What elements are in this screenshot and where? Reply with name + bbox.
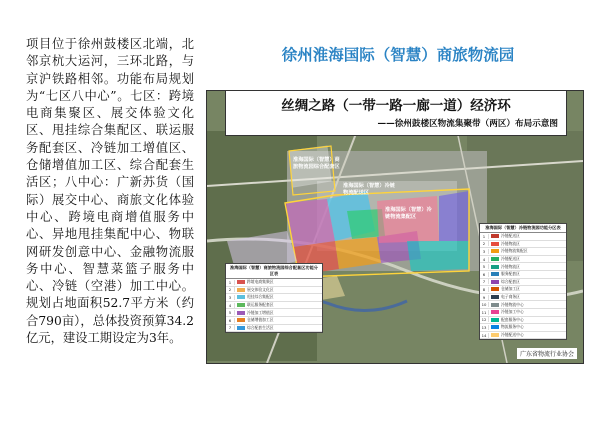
association-credit: 广东省物流行业协会: [517, 348, 577, 359]
legend-left-row-label: 联运服务配套区: [247, 302, 274, 308]
legend-right-row-swatch: [491, 242, 499, 246]
project-description: 项目位于徐州鼓楼区北端，北邻京杭大运河，三环北路，与京沪铁路相邻。功能布局规划为“七区八中心”。七区：跨境电商集聚区、展交体验文化区、甩挂综合集配区、联运服务配套区、冷链加工增值区、仓储增值加工区、综合配套生活区；八中心：广新苏货（国际）展交中心、商旅文化体验中心、跨境电商增值服务中心、异地甩挂集配中心、物联网研发创意中心、金融物流服务中心、智慧菜篮子服务中心、冷链（空港）加工中心。规划占地面积52.7平方米（约合790亩），总体投资预算34.2亿元，建设工期设定为3年。: [26, 37, 194, 346]
legend-left-row-number: 5: [226, 310, 235, 315]
legend-right-row-number: 11: [480, 310, 489, 315]
map-title: 丝绸之路（一带一路一廊一道）经济环: [281, 98, 511, 114]
legend-right-row-number: 10: [480, 302, 489, 307]
legend-right-row-swatch: [491, 310, 499, 314]
legend-right-row: [480, 256, 566, 264]
legend-right-row-label: 电子商务区: [501, 294, 520, 300]
legend-right-row-number: 8: [480, 287, 489, 292]
legend-right-row: [480, 271, 566, 279]
legend-right-row-swatch: [491, 234, 499, 238]
legend-right-row-label: 配套服务中心: [501, 316, 524, 322]
legend-right-row-number: 12: [480, 317, 489, 322]
legend-right-row-number: 14: [480, 333, 489, 338]
legend-right-row-number: 3: [480, 249, 489, 254]
legend-right-row-swatch: [491, 325, 499, 329]
legend-right-row-label: 冷链物流集配区: [501, 248, 528, 254]
legend-right-row-swatch: [491, 318, 499, 322]
legend-right-row-swatch: [491, 333, 499, 337]
legend-left-row-label: 冷链加工增值区: [247, 309, 274, 315]
slide-title: 徐州淮海国际（智慧）商旅物流园: [281, 46, 515, 64]
legend-left-row-number: 2: [226, 287, 235, 292]
legend-right-row-number: 13: [480, 325, 489, 330]
legend-left-row-number: 7: [226, 325, 235, 330]
legend-right-row: [480, 324, 566, 332]
legend-right-row-number: 7: [480, 279, 489, 284]
legend-right-row-swatch: [491, 249, 499, 253]
legend-right-row: [480, 263, 566, 271]
legend-right-row-label: 物流服务中心: [501, 324, 524, 330]
legend-left-row-number: 6: [226, 318, 235, 323]
legend-right-row-swatch: [491, 257, 499, 261]
legend-left-row-number: 1: [226, 280, 235, 285]
legend-left-row-swatch: [237, 326, 245, 330]
legend-right-row: [480, 317, 566, 325]
legend-right-row-swatch: [491, 265, 499, 269]
legend-left-row: [226, 279, 322, 287]
legend-left-row: [226, 325, 322, 333]
legend-left-row: [226, 302, 322, 310]
map-title-box: [225, 91, 567, 136]
legend-right-row-label: 冷链物流区: [501, 263, 520, 269]
layout-map: [206, 90, 584, 364]
legend-right-row: [480, 241, 566, 249]
legend-right-row-label: 冷链配送中心: [501, 332, 524, 338]
legend-right-row-number: 2: [480, 241, 489, 246]
map-subtitle: ——徐州鼓楼区物流集聚带（两区）布局示意图: [377, 119, 558, 129]
legend-right: [479, 223, 567, 340]
legend-right-row-number: 1: [480, 234, 489, 239]
legend-right-row: [480, 286, 566, 294]
legend-right-row: [480, 294, 566, 302]
legend-right-row-number: 9: [480, 295, 489, 300]
legend-left-row-swatch: [237, 318, 245, 322]
legend-right-row-number: 5: [480, 264, 489, 269]
legend-left-row-label: 甩挂综合集配区: [247, 294, 274, 300]
legend-left-row: [226, 287, 322, 295]
legend-left-row-number: 3: [226, 295, 235, 300]
legend-right-row-label: 冷链物流区: [501, 240, 520, 246]
legend-right-row-label: 仓储加工区: [501, 286, 520, 292]
legend-left-row-label: 跨境电商集聚区: [247, 279, 274, 285]
legend-right-row-number: 4: [480, 257, 489, 262]
legend-right-row-swatch: [491, 287, 499, 291]
legend-right-row-label: 综合配套区: [501, 278, 520, 284]
legend-left-row-swatch: [237, 295, 245, 299]
legend-right-row-swatch: [491, 280, 499, 284]
legend-left-row-label: 展交体验文化区: [247, 286, 274, 292]
legend-left-title: 淮海国际（智慧）商旅物流园综合配套区功能分区表: [226, 264, 322, 279]
legend-left-row-label: 综合配套生活区: [247, 324, 274, 330]
legend-left-row: [226, 309, 322, 317]
legend-right-row: [480, 248, 566, 256]
legend-right-row-label: 冷链加工中心: [501, 309, 524, 315]
legend-left-row-swatch: [237, 280, 245, 284]
legend-right-row: [480, 309, 566, 317]
legend-right-row-swatch: [491, 272, 499, 276]
legend-left-row-number: 4: [226, 303, 235, 308]
legend-right-row-label: 服务配套区: [501, 271, 520, 277]
legend-left-row-swatch: [237, 303, 245, 307]
legend-left-row: [226, 294, 322, 302]
zone-label-1: 淮海国际（智慧）商旅物流园综合配套区: [293, 157, 340, 170]
legend-left: [225, 263, 323, 333]
zone-label-2: 淮海国际（智慧）冷链物流配送区: [343, 183, 395, 196]
zone-label-3: 淮海国际（智慧）冷链物流集配区: [385, 207, 432, 220]
legend-right-row-label: 冷链配送区: [501, 256, 520, 262]
legend-right-row-label: 冷链配送区: [501, 233, 520, 239]
legend-right-row-number: 6: [480, 272, 489, 277]
legend-right-row: [480, 332, 566, 340]
legend-left-row-label: 仓储增值加工区: [247, 317, 274, 323]
legend-right-row-swatch: [491, 303, 499, 307]
legend-right-title: 淮海国际（智慧）冷链物流园功能分区表: [480, 224, 566, 233]
legend-left-row: [226, 317, 322, 325]
legend-right-row: [480, 233, 566, 241]
legend-left-row-swatch: [237, 311, 245, 315]
legend-right-row-label: 冷链物流中心: [501, 301, 524, 307]
legend-right-row-swatch: [491, 295, 499, 299]
legend-right-row: [480, 279, 566, 287]
legend-left-row-swatch: [237, 288, 245, 292]
legend-right-row: [480, 301, 566, 309]
